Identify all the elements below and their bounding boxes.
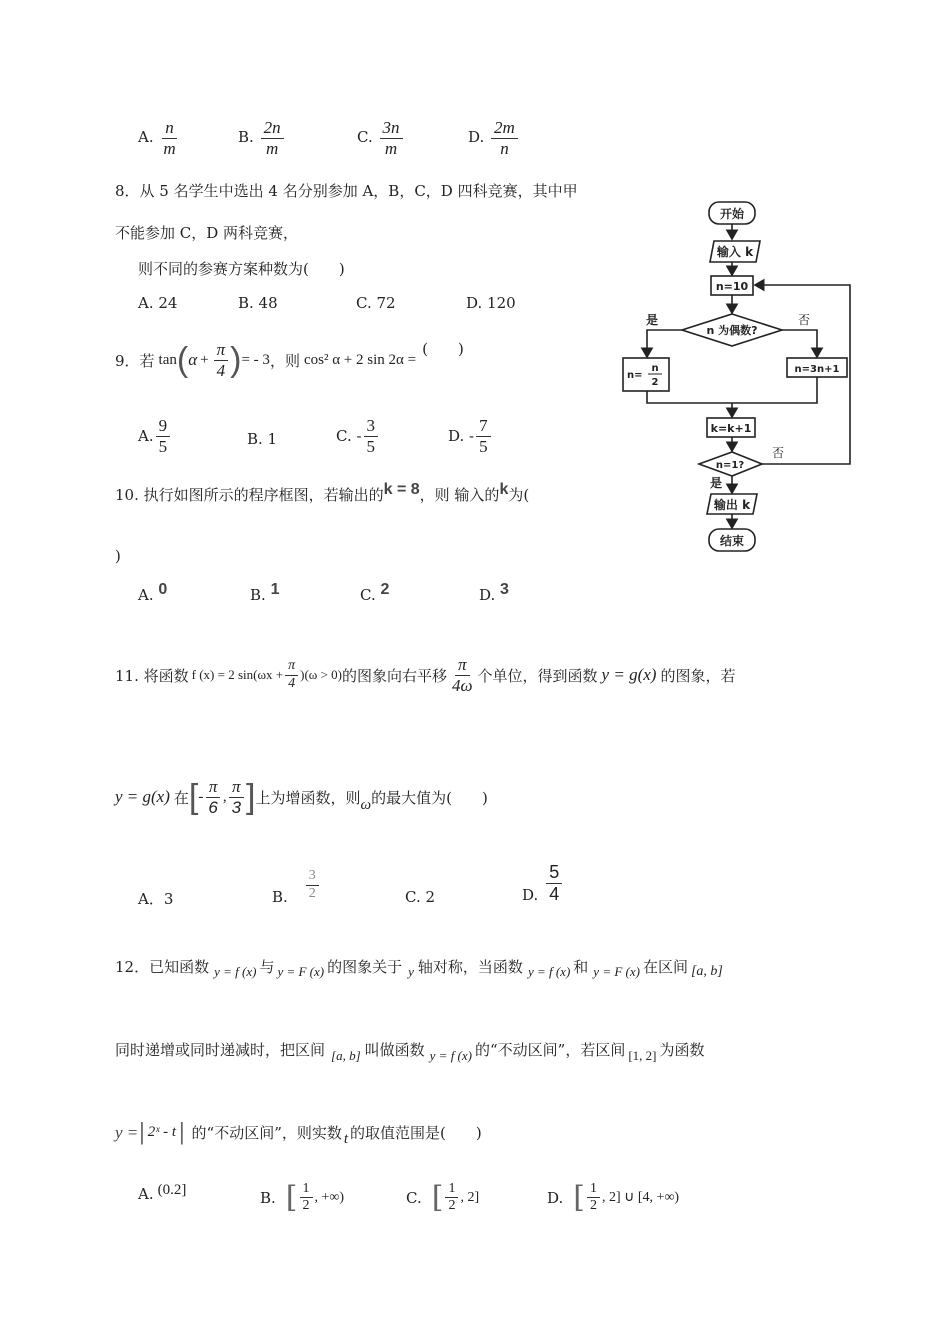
q12-option-c: C. [ $\frac{1}{2}$ , 2] xyxy=(406,1180,480,1215)
fraction: $\frac{n}{m}$ xyxy=(163,118,176,158)
fraction: $\frac{2n}{m}$ xyxy=(261,118,284,158)
q8-line-1: 8．从 5 名学生中选出 4 名分别参加 A，B，C，D 四科竞赛，其中甲 xyxy=(115,182,578,200)
program-flowchart xyxy=(610,195,860,560)
yes1-label: 是 xyxy=(645,313,659,327)
no1-label: 否 xyxy=(797,313,811,327)
fraction: $\frac{3}{5}$ xyxy=(364,416,379,456)
q7-option-b: B. $\frac{2n}{m}$ xyxy=(238,118,286,158)
inc-label: k=k+1 xyxy=(710,422,752,435)
left-n-label: n= xyxy=(627,370,643,381)
end-label: 结束 xyxy=(719,534,745,548)
q7-option-a: A. $\frac{n}{m}$ xyxy=(138,118,181,158)
q10-option-b: B. 1 xyxy=(250,581,280,604)
q12-option-b: B. [ $\frac{1}{2}$ , +∞) xyxy=(260,1180,345,1215)
q12-line-2: 同时递增或同时递减时，把区间 [a, b] 叫做函数 y = f (x) 的“不动区间”，若区间 [1, 2] 为函数 xyxy=(115,1040,705,1063)
fraction: $\frac{9}{5}$ xyxy=(156,416,171,456)
output-label: 输出 k xyxy=(713,498,751,512)
q8-line-3: 则不同的参赛方案种数为( ) xyxy=(138,260,345,278)
fraction: $\frac{5}{4}$ xyxy=(546,862,562,904)
q9-option-a: A. $\frac{9}{5}$ xyxy=(138,416,172,456)
q10-option-c: C. 2 xyxy=(360,581,390,604)
q11-option-a: A．3 xyxy=(138,890,174,908)
q9-option-b: B. 1 xyxy=(247,430,278,448)
q12-option-a: A. (0.2] xyxy=(138,1181,187,1203)
left-num: n xyxy=(651,363,659,374)
right-label: n=3n+1 xyxy=(794,364,840,375)
fraction: $\frac{\pi}{3}$ xyxy=(229,777,244,817)
fraction: $\frac{7}{5}$ xyxy=(476,416,491,456)
q10-option-a: A. 0 xyxy=(138,581,168,604)
q11-option-c: C. 2 xyxy=(405,888,436,906)
fraction: $\frac{3}{2}$ xyxy=(306,868,319,901)
fraction: $\frac{1}{2}$ xyxy=(587,1181,600,1214)
fraction: $\frac{3n}{m}$ xyxy=(380,118,403,158)
fraction: $\frac{\pi}{4}$ xyxy=(214,340,229,380)
q10-option-d: D. 3 xyxy=(479,581,509,604)
fraction: $\frac{1}{2}$ xyxy=(445,1181,458,1214)
q8-option-d: D. 120 xyxy=(466,294,516,312)
q9-option-c: C. - $\frac{3}{5}$ xyxy=(336,416,380,456)
fraction: $\frac{1}{2}$ xyxy=(300,1181,313,1214)
q11-option-d: D. $\frac{5}{4}$ xyxy=(522,862,564,904)
q8-line-2: 不能参加 C，D 两科竞赛， xyxy=(115,224,299,242)
q7-option-d: D. $\frac{2m}{n}$ xyxy=(468,118,520,158)
q9-option-d: D. - $\frac{7}{5}$ xyxy=(448,416,493,456)
fraction: $\frac{2m}{n}$ xyxy=(491,118,518,158)
fraction: $\frac{\pi}{6}$ xyxy=(205,777,220,817)
q8-option-c: C. 72 xyxy=(356,294,396,312)
left-den: 2 xyxy=(651,377,659,388)
q7-option-c: C. $\frac{3n}{m}$ xyxy=(357,118,405,158)
yes2-label: 是 xyxy=(709,476,723,490)
fraction: $\frac{\pi}{4}$ xyxy=(285,658,298,691)
input-label: 输入 k xyxy=(716,245,754,259)
cond1-label: n 为偶数? xyxy=(706,324,758,337)
q12-option-d: D. [ $\frac{1}{2}$ , 2] ∪ [4, +∞) xyxy=(547,1180,680,1215)
cond2-label: n=1? xyxy=(715,460,745,471)
fraction: $\frac{\pi}{4\omega}$ xyxy=(452,655,473,695)
start-label: 开始 xyxy=(719,207,745,221)
q11-line-1: 11. 将函数 f (x) = 2 sin(ωx + $\frac{\pi}{4}$ )(ω > 0) 的图象向右平移 $\frac{\pi}{4\omega}$ 个单位，得到函数 y = g(x) 的图象，若 xyxy=(115,655,736,695)
q10-stem: 10. 执行如图所示的程序框图，若输出的k = 8，则 输入的k为( xyxy=(115,481,530,504)
no2-label: 否 xyxy=(771,446,785,460)
q10-close-paren: ) xyxy=(115,547,121,565)
q12-line-3: y = | 2ˣ - t | 的“不动区间”，则实数 t 的取值范围是( ) xyxy=(115,1120,482,1147)
q11-line-2: y = g(x) 在 [ - $\frac{\pi}{6}$ , $\frac{\pi}{3}$ ] 上为增函数，则 ω 的最大值为( ) xyxy=(115,777,488,817)
q8-option-b: B. 48 xyxy=(238,294,278,312)
q11-option-b: B. $\frac{3}{2}$ xyxy=(272,864,321,906)
q9-stem: 9．若 tan ( α + $\frac{\pi}{4}$ ) = - 3 ，则 cos² α + 2 sin 2α = ( ) xyxy=(115,339,464,380)
q12-line-1: 12．已知函数 y = f (x) 与 y = F (x) 的图象关于 y 轴对称，当函数 y = f (x) 和 y = F (x) 在区间 [a, b] xyxy=(115,957,723,979)
init-label: n=10 xyxy=(715,280,749,293)
q8-option-a: A. 24 xyxy=(138,294,178,312)
